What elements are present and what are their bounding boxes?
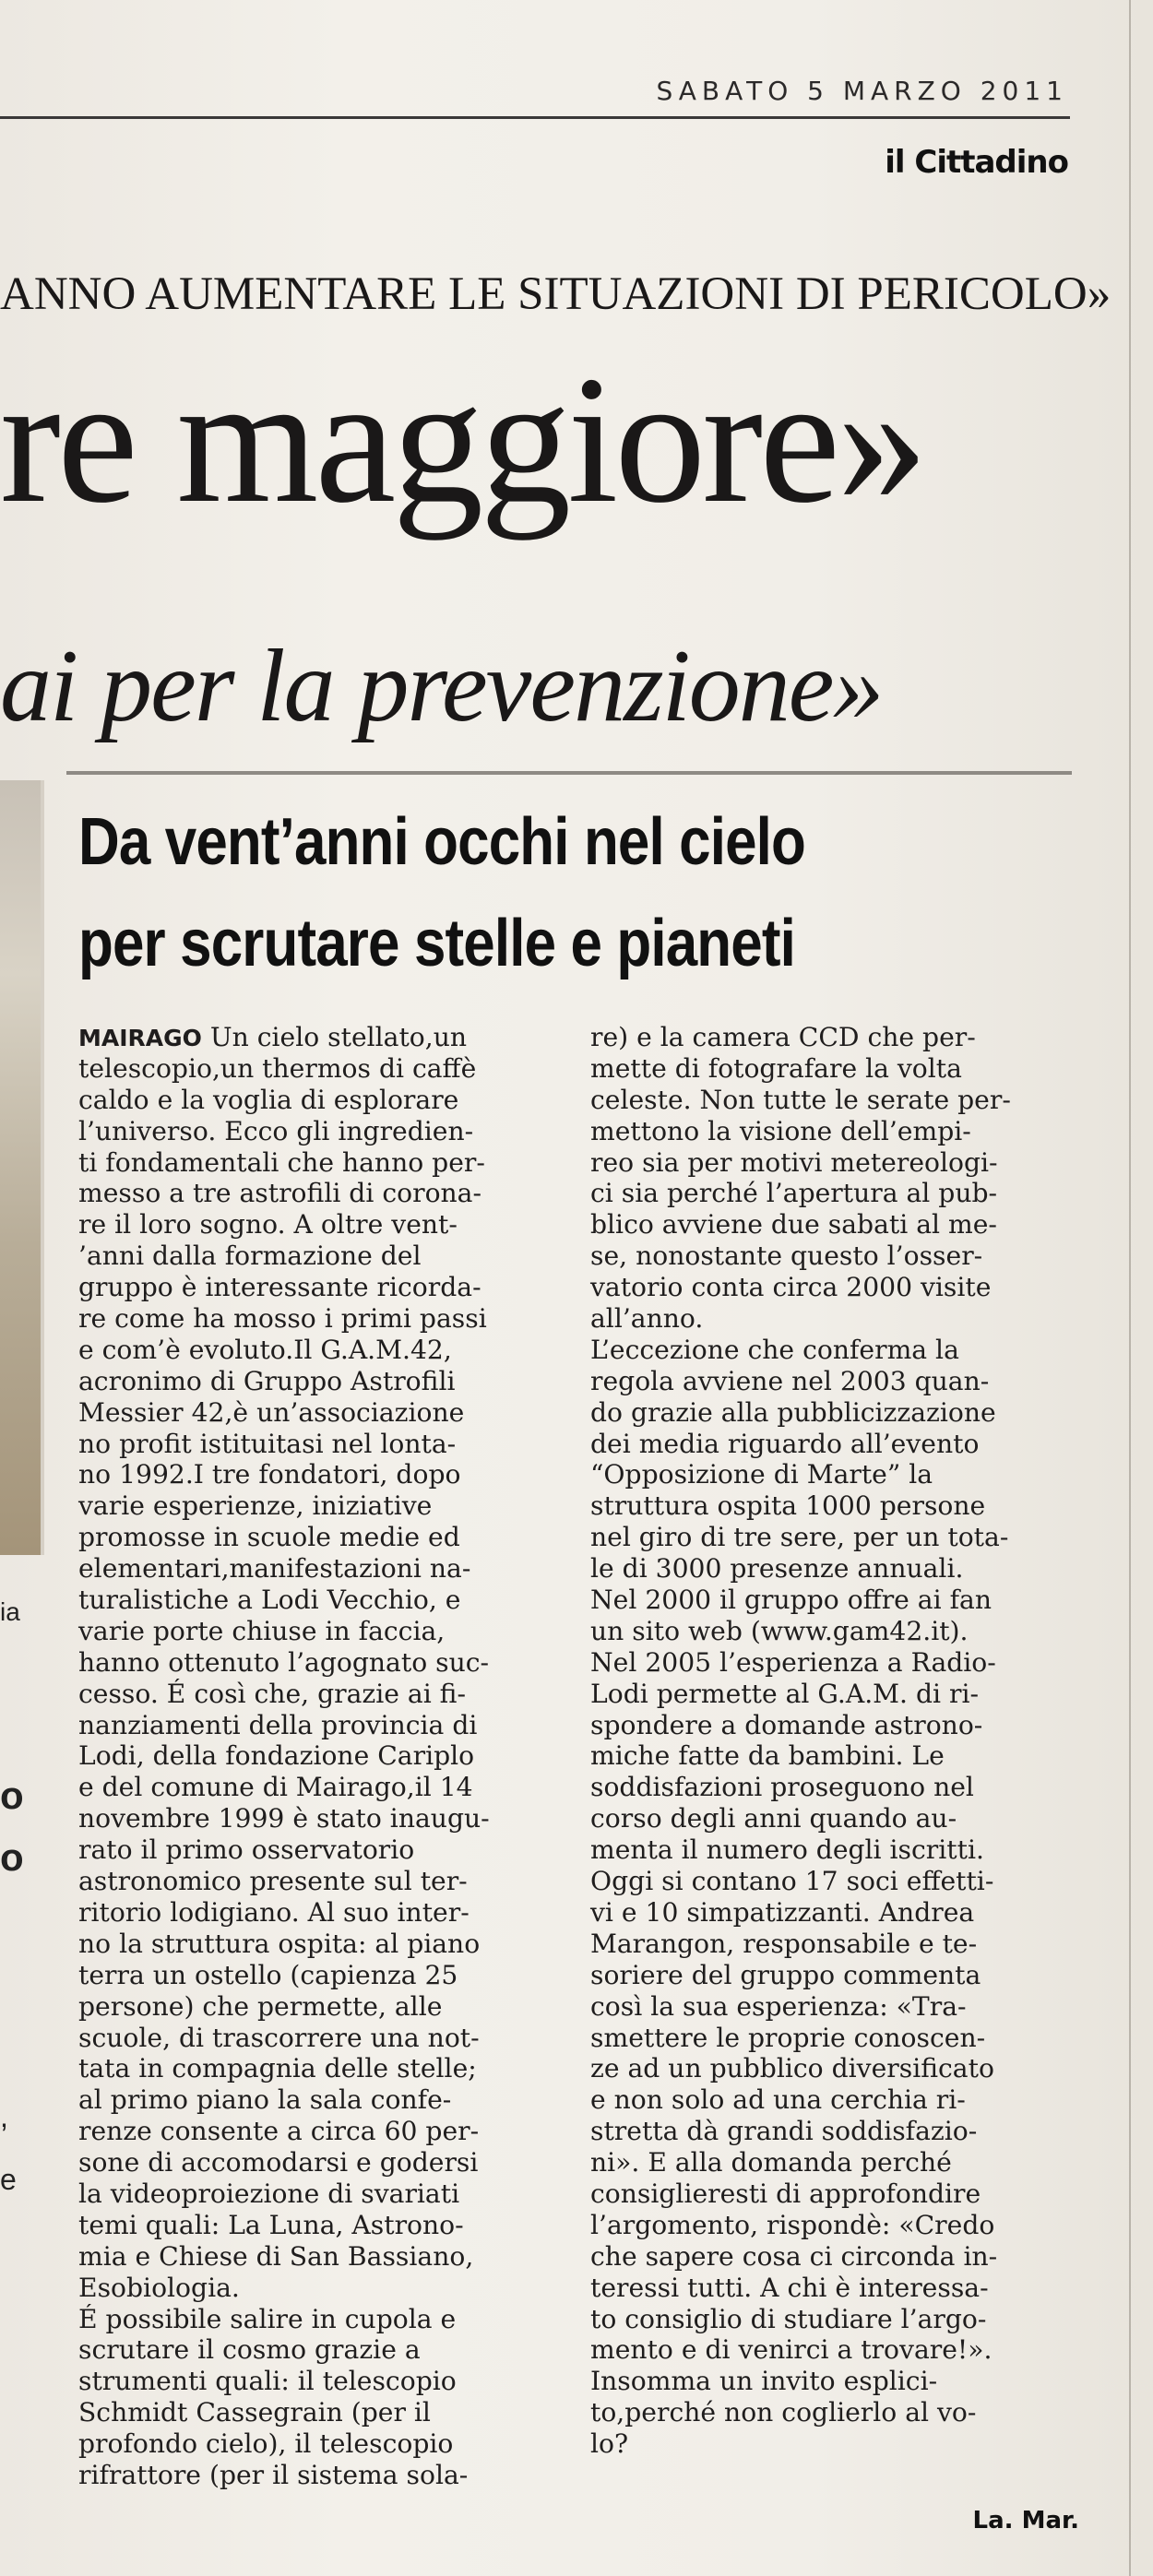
article-text-line (78, 1241, 558, 1272)
page-edge-rule (1129, 0, 1131, 2576)
article-text-line (78, 1022, 558, 1053)
article-text-line (590, 2273, 1079, 2304)
line-text: strumenti quali: il telescopio (78, 2366, 457, 2397)
line-text: re) e la camera CCD che per- (590, 1022, 976, 1052)
line-text: turalistiche a Lodi Vecchio, e (78, 1585, 461, 1616)
line-text: mento e di venirci a trovare!». (590, 2334, 993, 2366)
line-text: che sapere cosa ci circonda in- (590, 2240, 998, 2272)
cropped-heading-fragment: o (0, 1774, 24, 1817)
article-text-line (78, 1459, 558, 1490)
line-text: Schmidt Cassegrain (per il (78, 2397, 431, 2428)
article-text-line (590, 1085, 1079, 1116)
article-text-line (78, 1209, 558, 1241)
line-text: all’anno. (590, 1303, 704, 1335)
article-text-line (590, 1960, 1079, 1991)
issue-date: SABATO 5 MARZO 2011 (656, 76, 1068, 106)
article-text-line (78, 2460, 558, 2491)
line-text: e del comune di Mairago,il 14 (78, 1772, 473, 1803)
article-text-line (590, 1710, 1079, 1741)
line-text: ze ad un pubblico diversificato (590, 2053, 994, 2084)
line-text: mettono la visione dell’empi- (590, 1115, 971, 1146)
article-text-line (78, 2397, 558, 2428)
article-text-line (78, 2116, 558, 2147)
article-text-line (78, 1116, 558, 1147)
line-text: nanziamenti della provincia di (78, 1709, 478, 1740)
line-text: lo? (590, 2428, 629, 2460)
article-text-line (590, 1209, 1079, 1241)
author-signature: La. Mar. (972, 2507, 1079, 2534)
article-text-line (590, 1679, 1079, 1710)
line-text: L’eccezione che conferma la (590, 1334, 959, 1365)
cropped-text-fragment: , (0, 2100, 8, 2133)
line-text: l’argomento, rispondè: «Credo (590, 2209, 995, 2240)
line-text: spondere a domande astrono- (590, 1709, 983, 1740)
line-text: caldo e la voglia di esplorare (78, 1084, 459, 1115)
article-column-2 (590, 1022, 1079, 2460)
line-text: varie esperienze, iniziative (78, 1490, 433, 1522)
article-title-line-2: per scrutare stelle e pianeti (78, 907, 795, 980)
article-text-line (590, 1429, 1079, 1460)
newspaper-name: il Cittadino (885, 144, 1068, 181)
line-text: vatorio conta circa 2000 visite (590, 1272, 992, 1303)
line-text: teressi tutti. A chi è interessa- (590, 2272, 989, 2303)
line-text: l’universo. Ecco gli ingredien- (78, 1115, 474, 1146)
article-text-line (590, 1991, 1079, 2023)
line-text: elementari,manifestazioni na- (78, 1553, 471, 1585)
article-text-line (590, 2428, 1079, 2460)
article-text-line (590, 1022, 1079, 1053)
line-text: ni». E alla domanda perché (590, 2147, 952, 2178)
article-text-line (590, 1803, 1079, 1834)
article-text-line (78, 1522, 558, 1553)
line-text: se, nonostante questo l’osser- (590, 1241, 983, 1272)
article-text-line (78, 2053, 558, 2084)
article-title-line-1: Da vent’anni occhi nel cielo (78, 805, 805, 879)
line-text: sone di accomodarsi e godersi (78, 2147, 479, 2178)
line-text: corso degli anni quando au- (590, 1803, 957, 1834)
line-text: soriere del gruppo commenta (590, 1959, 981, 1990)
cropped-text-fragment: e (0, 2163, 17, 2196)
line-text: hanno ottenuto l’agognato suc- (78, 1646, 490, 1678)
line-text: soddisfazioni proseguono nel (590, 1772, 974, 1803)
article-text-line (78, 2178, 558, 2210)
line-text: struttura ospita 1000 persone (590, 1490, 986, 1522)
article-text-line (590, 2116, 1079, 2147)
line-text: così la sua esperienza: «Tra- (590, 1990, 967, 2022)
cropped-heading-fragment: o (0, 1835, 24, 1879)
article-text-line (78, 2273, 558, 2304)
article-text-line (78, 1710, 558, 1741)
line-text: messo a tre astrofili di corona- (78, 1178, 482, 1209)
line-text: dei media riguardo all’evento (590, 1428, 980, 1459)
line-text: ci sia perché l’apertura al pub- (590, 1178, 998, 1209)
article-text-line (78, 2428, 558, 2460)
line-text: persone) che permette, alle (78, 1990, 443, 2022)
article-text-line (590, 1147, 1079, 1179)
line-text: telescopio,un thermos di caffè (78, 1052, 477, 1084)
article-text-line (590, 1335, 1079, 1366)
line-text: promosse in scuole medie ed (78, 1522, 460, 1553)
line-text: scuole, di trascorrere una not- (78, 2022, 480, 2053)
line-text: cesso. É così che, grazie ai fi- (78, 1678, 467, 1709)
article-text-line (590, 1397, 1079, 1429)
header-rule (0, 116, 1070, 119)
line-text: stretta dà grandi soddisfazio- (590, 2116, 978, 2147)
previous-article-subheadline: ai per la prevenzione» (0, 629, 883, 743)
article-text-line (78, 1929, 558, 1960)
article-text-line (78, 2241, 558, 2273)
article-text-line (78, 1834, 558, 1866)
article-text-line (78, 2304, 558, 2335)
article-text-line (590, 2397, 1079, 2428)
line-text: ritorio lodigiano. Al suo inter- (78, 1896, 470, 1928)
article-text-line (78, 2366, 558, 2397)
line-text: gruppo è interessante ricorda- (78, 1272, 481, 1303)
line-text: Esobiologia. (78, 2272, 240, 2303)
article-text-line (78, 2023, 558, 2054)
section-divider (66, 771, 1072, 775)
article-text-line (78, 1085, 558, 1116)
previous-article-headline: re maggiore» (0, 338, 925, 540)
line-text: Marangon, responsabile e te- (590, 1928, 978, 1959)
line-text: Lodi permette al G.A.M. di ri- (590, 1678, 979, 1709)
article-text-line (590, 2178, 1079, 2210)
article-text-line (590, 2366, 1079, 2397)
article-text-line (78, 1772, 558, 1803)
article-text-line (78, 1616, 558, 1647)
article-text-line (590, 2334, 1079, 2366)
line-text: tata in compagnia delle stelle; (78, 2053, 477, 2084)
line-text: le di 3000 presenze annuali. (590, 1553, 964, 1585)
line-text: e com’è evoluto.Il G.A.M.42, (78, 1334, 452, 1365)
article-text-line (590, 1178, 1079, 1209)
line-text: to consiglio di studiare l’argo- (590, 2303, 987, 2334)
line-text: re come ha mosso i primi passi (78, 1303, 487, 1335)
previous-article-kicker: ANNO AUMENTARE LE SITUAZIONI DI PERICOLO» (0, 268, 1111, 320)
article-text-line (590, 1647, 1079, 1679)
line-text: no profit istituitasi nel lonta- (78, 1428, 457, 1459)
article-text-line (590, 1116, 1079, 1147)
article-text-line (590, 1929, 1079, 1960)
line-text: do grazie alla pubblicizzazione (590, 1396, 996, 1428)
line-text: terra un ostello (capienza 25 (78, 1959, 458, 1990)
line-text: astronomico presente sul ter- (78, 1866, 468, 1897)
article-text-line (78, 1178, 558, 1209)
article-text-line (78, 1740, 558, 1772)
article-text-line (78, 2147, 558, 2178)
line-text: regola avviene nel 2003 quan- (590, 1365, 990, 1396)
line-text: Lodi, della fondazione Cariplo (78, 1740, 475, 1772)
line-text: Un cielo stellato,un (201, 1022, 468, 1052)
article-text-line (78, 1991, 558, 2023)
line-text: vi e 10 simpatizzanti. Andrea (590, 1896, 975, 1928)
line-text: al primo piano la sala confe- (78, 2084, 452, 2116)
article-text-line (590, 1585, 1079, 1616)
article-text-line (78, 1960, 558, 1991)
line-text: no 1992.I tre fondatori, dopo (78, 1459, 461, 1490)
article-text-line (78, 1397, 558, 1429)
article-text-line (590, 1241, 1079, 1272)
line-text: menta il numero degli iscritti. (590, 1834, 984, 1866)
article-text-line (78, 1679, 558, 1710)
line-text: la videoproiezione di svariati (78, 2178, 460, 2209)
line-text: Oggi si contano 17 soci effetti- (590, 1866, 994, 1897)
article-text-line (590, 1490, 1079, 1522)
line-text: renze consente a circa 60 per- (78, 2116, 480, 2147)
article-text-line (590, 2023, 1079, 2054)
line-text: ’anni dalla formazione del (78, 1241, 422, 1272)
article-text-line (78, 1585, 558, 1616)
article-text-line (78, 1490, 558, 1522)
article-text-line (78, 1272, 558, 1303)
article-text-line (590, 2147, 1079, 2178)
line-text: novembre 1999 è stato inaugu- (78, 1803, 490, 1834)
line-text: Messier 42,è un’associazione (78, 1396, 465, 1428)
article-text-line (78, 1429, 558, 1460)
line-text: consiglieresti di approfondire (590, 2178, 981, 2209)
article-text-line (590, 1740, 1079, 1772)
photo-border (41, 780, 44, 1555)
article-text-line (590, 1303, 1079, 1335)
line-text: temi quali: La Luna, Astrono- (78, 2209, 464, 2240)
article-text-line (590, 1272, 1079, 1303)
article-text-line (590, 1053, 1079, 1085)
article-column-1 (78, 1022, 558, 2491)
line-text: miche fatte da bambini. Le (590, 1740, 945, 1772)
line-text: acronimo di Gruppo Astrofili (78, 1365, 456, 1396)
line-text: mia e Chiese di San Bassiano, (78, 2240, 474, 2272)
article-text-line (590, 1834, 1079, 1866)
cropped-photo (0, 780, 41, 1555)
line-text: profondo cielo), il telescopio (78, 2428, 454, 2460)
article-text-line (590, 1897, 1079, 1929)
article-text-line (590, 1553, 1079, 1585)
line-text: rato il primo osservatorio (78, 1834, 415, 1866)
cropped-caption-fragment: ia (0, 1597, 20, 1626)
line-text: ti fondamentali che hanno per- (78, 1146, 485, 1178)
line-text: e non solo ad una cerchia ri- (590, 2084, 966, 2116)
line-text: “Opposizione di Marte” la (590, 1459, 933, 1490)
article-text-line (78, 2334, 558, 2366)
article-text-line (590, 1616, 1079, 1647)
line-text: Nel 2000 il gruppo offre ai fan (590, 1585, 992, 1616)
line-text: no la struttura ospita: al piano (78, 1928, 481, 1959)
article-text-line (590, 2053, 1079, 2084)
article-text-line (590, 1522, 1079, 1553)
line-text: celeste. Non tutte le serate per- (590, 1084, 1011, 1115)
line-text: un sito web (www.gam42.it). (590, 1615, 969, 1646)
article-text-line (78, 1803, 558, 1834)
article-text-line (78, 1366, 558, 1397)
article-text-line (590, 1366, 1079, 1397)
article-text-line (78, 1053, 558, 1085)
article-text-line (78, 1647, 558, 1679)
line-text: re il loro sogno. A oltre vent- (78, 1209, 458, 1241)
dateline: MAIRAGO (78, 1025, 202, 1051)
article-text-line (590, 2241, 1079, 2273)
line-text: nel giro di tre sere, per un tota- (590, 1522, 1009, 1553)
article-text-line (590, 2084, 1079, 2116)
article-text-line (78, 1335, 558, 1366)
article-text-line (590, 2210, 1079, 2241)
line-text: reo sia per motivi metereologi- (590, 1146, 998, 1178)
article-text-line (78, 2084, 558, 2116)
article-text-line (78, 1147, 558, 1179)
line-text: scrutare il cosmo grazie a (78, 2334, 421, 2366)
article-text-line (78, 1303, 558, 1335)
line-text: Insomma un invito esplici- (590, 2366, 938, 2397)
article-text-line (590, 1772, 1079, 1803)
line-text: Nel 2005 l’esperienza a Radio- (590, 1646, 996, 1678)
article-text-line (78, 2210, 558, 2241)
line-text: É possibile salire in cupola e (78, 2303, 457, 2334)
article-text-line (78, 1553, 558, 1585)
line-text: smettere le proprie conoscen- (590, 2022, 986, 2053)
line-text: blico avviene due sabati al me- (590, 1209, 997, 1241)
article-text-line (590, 2304, 1079, 2335)
line-text: rifrattore (per il sistema sola- (78, 2459, 469, 2490)
line-text: to,perché non coglierlo al vo- (590, 2397, 977, 2428)
line-text: mette di fotografare la volta (590, 1052, 962, 1084)
article-text-line (78, 1866, 558, 1897)
article-text-line (590, 1459, 1079, 1490)
article-text-line (590, 1866, 1079, 1897)
article-text-line (78, 1897, 558, 1929)
line-text: varie porte chiuse in faccia, (78, 1615, 446, 1646)
